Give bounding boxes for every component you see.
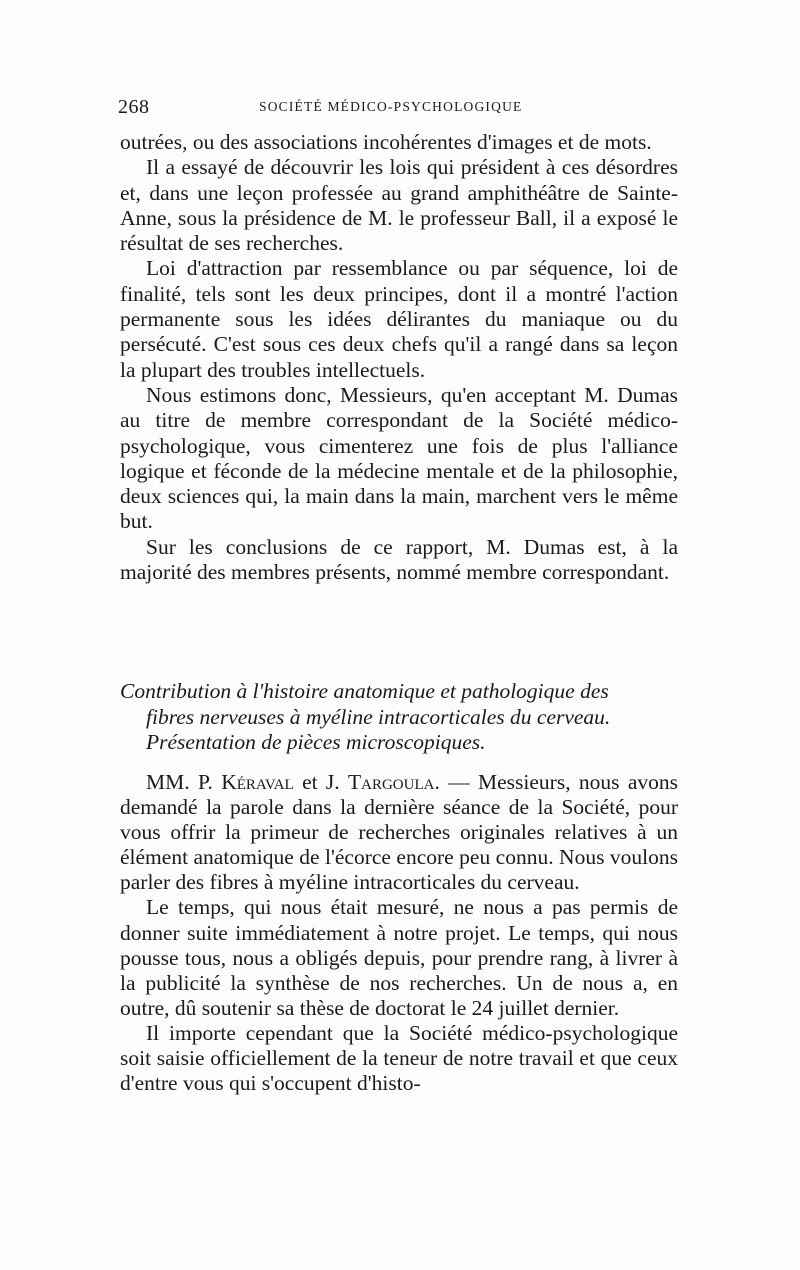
authors-and: et J. [293, 770, 348, 794]
communication-text [120, 770, 678, 1096]
section-title-line-2: fibres nerveuses à myéline intracorticales du cerveau. [146, 704, 611, 729]
paragraph-laws: Il a essayé de découvrir les lois qui président à ces désordres et, dans une leçon professée au grand amphithéâtre de Sainte-Anne, sous la présidence de M. le professeur Ball, il a exposé le résultat de ses recherches. [120, 155, 678, 256]
page-header [118, 96, 680, 118]
section-title-line-3: Présentation de pièces microscopiques. [146, 730, 486, 754]
author-targoula: Targoula [348, 770, 435, 794]
authors-prefix: MM. P. [146, 770, 222, 794]
paragraph-recommendation: Nous estimons donc, Messieurs, qu'en acceptant M. Dumas au titre de membre correspondant de la Société médico-psychologique, vous cimenterez une fois de plus l'alliance logique et féconde de la médecine mentale et de la philosophie, deux sciences qui, la main dans la main, marchent vers le même but. [120, 382, 678, 534]
paragraph-principles: Loi d'attraction par ressemblance ou par séquence, loi de finalité, tels sont les deux principes, dont il a montré l'action permanente sous les idées délirantes du maniaque ou du persécuté. C'est sous ces deux chefs qu'il a rangé dans sa leçon la plupart des troubles intellectuels. [120, 256, 678, 382]
paragraph-conclusion: Sur les conclusions de ce rapport, M. Dumas est, à la majorité des membres présents, nommé membre correspondant. [120, 534, 678, 585]
author-keraval: Kéraval [221, 770, 294, 794]
paragraph-importance: Il importe cependant que la Société médico-psychologique soit saisie officiellement de la teneur de notre travail et que ceux d'entre vous qui s'occupent d'histo- [120, 1020, 678, 1096]
paragraph-time: Le temps, qui nous était mesuré, ne nous a pas permis de donner suite immédiatement à notre projet. Le temps, qui nous pousse tous, nous a obligés depuis, pour prendre rang, à livrer à la publicité la synthèse de nos recherches. Un de nous a, en outre, dû soutenir sa thèse de doctorat le 24 juillet dernier. [120, 895, 678, 1020]
paragraph-authors-rest: . — Messieurs, nous avons demandé la parole dans la dernière séance de la Société, pour vous offrir la primeur de recherches originales relatives à un élément anatomique de l'écorce encore peu connu. Nous voulons parler des fibres à myéline intracorticales du cerveau. [120, 770, 679, 895]
page-number: 268 [118, 96, 150, 118]
section-title [120, 679, 680, 756]
paragraph-authors [120, 770, 678, 895]
section-title-line-1: Contribution à l'histoire anatomique et pathologique des [120, 679, 609, 703]
paragraph-continuation: outrées, ou des associations incohérentes d'images et de mots. [120, 130, 652, 154]
report-text [120, 130, 678, 585]
running-title: SOCIÉTÉ MÉDICO-PSYCHOLOGIQUE [259, 99, 523, 114]
